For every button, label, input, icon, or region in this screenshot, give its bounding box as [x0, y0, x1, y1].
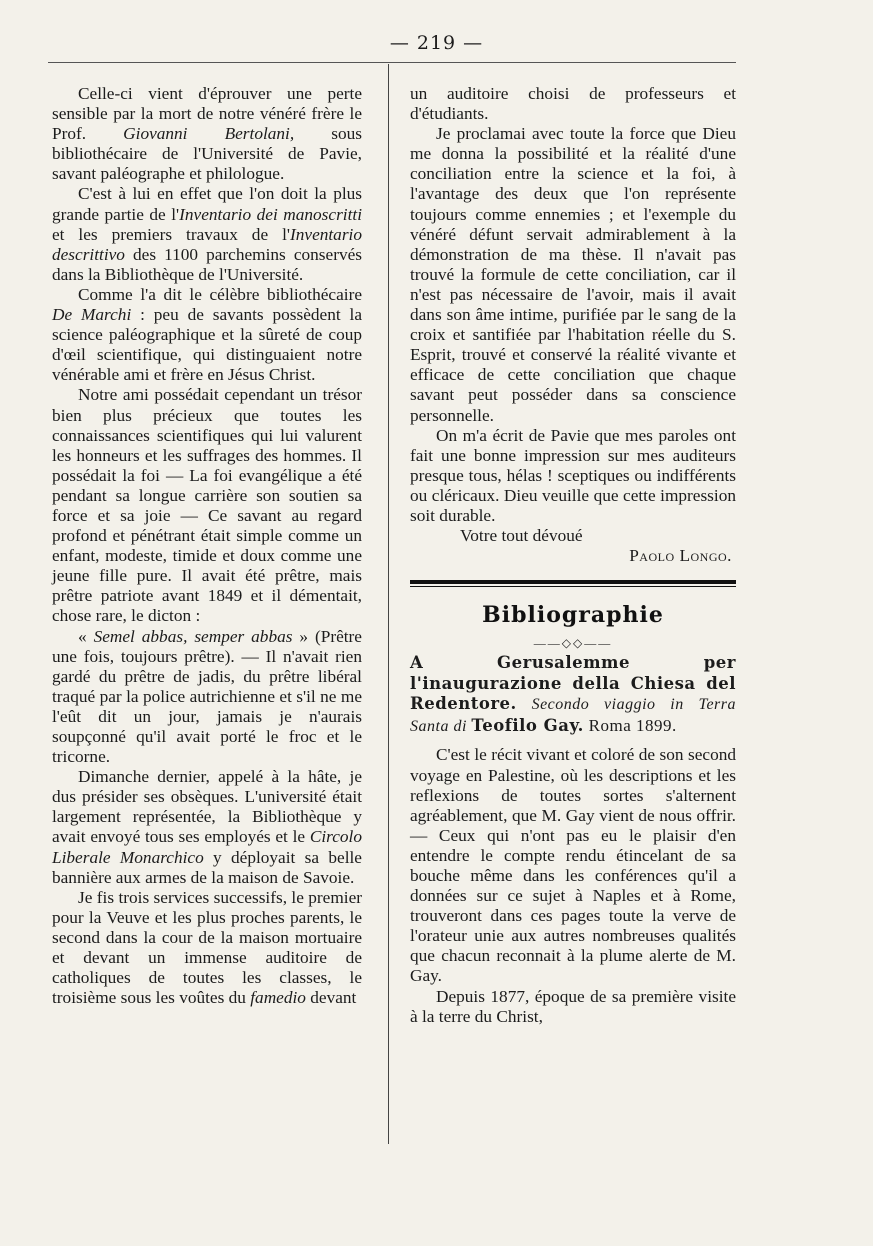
paragraph	[410, 426, 736, 526]
italic-text: Inventario dei manoscritti	[179, 204, 363, 224]
text-run: un auditoire choisi de professeurs et d'étudiants.	[410, 84, 736, 124]
letter-continuation	[410, 84, 736, 526]
text-run: sous bibliothécaire de l'Université de Pavie, savant paléographe et philologue.	[52, 124, 362, 184]
text-run: des 1100 parchemins conservés dans la Bibliothèque de l'Université.	[52, 244, 362, 284]
text-run: C'est le récit vivant et coloré de son second voyage en Palestine, où les descriptions et les reflexions de toutes sortes s'alternent agréablement, que M. Gay vient de nous offrir. — Ceux qui n'ont pas eu le plaisir d'en entendre le compte rendu étincelant de sa bouche même dans les conférences qu'il a données sur ce sujet à Naples et à Rome, trouveront dans ces pages toute la verve de l'orateur unie aux autres nombreuses qualités que chacun reconnait à la plume alerte de M. Gay.	[410, 745, 736, 986]
text-run: C'est à lui en effet que l'on doit la plus grande partie de l'	[52, 184, 362, 224]
italic-text: Giovanni Bertolani,	[123, 124, 295, 144]
paragraph	[410, 84, 736, 124]
paragraph	[52, 767, 362, 888]
closing-formula: Votre tout dévoué	[460, 526, 583, 546]
paragraph	[410, 745, 736, 986]
paragraph	[52, 285, 362, 385]
section-thin-rule	[410, 586, 736, 587]
paragraph	[52, 84, 362, 184]
text-run: Je proclamai avec toute la force que Dieu me donna la possibilité et la réalité d'une conciliation entre la science et la foi, à l'avantage des deux que l'on représente toujours comme ennemies ; et l'exemple du vénéré défunt servait admirablement à la démonstration de ma thèse. Il n'avait pas trouvé la formule de cette conciliation, car il n'est pas nécessaire de l'avoir, mais il avait dans son âme intime, purifiée par le sang de la croix et santifiée par l'habitation réelle du S. Esprit, trouvé et conservé la réalité vivante et efficace de cette conciliation que chaque savant peut posséder dans sa conscience personnelle.	[410, 124, 736, 425]
text-run: devant	[305, 988, 357, 1008]
paragraph	[410, 987, 736, 1027]
text-run: : peu de savants possèdent la science paléographique et la sûreté de coup d'œil scientifique, qui distinguaient notre vénérable ami et frère en Jésus Christ.	[52, 305, 362, 385]
text-run: Celle-ci vient d'éprouver une perte sensible par la mort de notre vénéré frère le Prof.	[52, 84, 362, 144]
paragraph	[52, 888, 362, 1009]
text-run: Dimanche dernier, appelé à la hâte, je dus présider ses obsèques. L'université était largement représentée, la Bibliothèque y avait envoyé tous ses employés et le	[52, 767, 362, 847]
column-divider	[388, 64, 389, 1144]
text-run: Depuis 1877, époque de sa première visite à la terre du Christ,	[410, 986, 736, 1026]
text-run: Comme l'a dit le célèbre bibliothécaire	[78, 284, 362, 304]
text-run: y déployait sa belle bannière aux armes de la maison de Savoie.	[52, 847, 362, 887]
text-run: On m'a écrit de Pavie que mes paroles ont fait une bonne impression sur mes auditeurs presque tous, hélas ! sceptiques ou indifférents ou cléricaux. Dieu veuille que cette impression soit durable.	[410, 425, 736, 525]
entry-place-date: Roma 1899.	[583, 715, 677, 735]
header-rule	[48, 62, 736, 63]
paragraph	[52, 627, 362, 768]
text-run: et les premiers travaux de l'	[52, 224, 290, 244]
page-number: — 219 —	[389, 32, 484, 54]
ornament: ——◇◇——	[533, 636, 613, 651]
italic-text: Circolo Liberale Monarchico	[52, 827, 362, 867]
text-run: » (Prêtre une fois, toujours prêtre). — Il n'avait rien gardé du prêtre de jadis, du prêtre libéral traqué par la police autrichienne et s'il ne me l'eût dit un jour, jamais je n'aurais soupçonné qu'il avait porté le froc et le tricorne.	[52, 626, 362, 767]
entry-author: Teofilo Gay.	[471, 715, 584, 735]
review-body	[410, 745, 736, 1026]
right-column	[410, 84, 736, 1027]
entry-subtitle: Secondo viaggio in Terra Santa di	[410, 696, 736, 735]
entry-title: A Gerusalemme per l'inaugurazione della Chiesa del Redentore.	[410, 653, 736, 714]
section-thick-rule	[410, 580, 736, 584]
italic-text: Semel abbas, semper abbas	[93, 626, 293, 646]
paragraph	[410, 124, 736, 425]
italic-text: De Marchi	[52, 305, 132, 325]
section-title: Bibliographie	[482, 602, 664, 629]
paragraph	[52, 184, 362, 284]
signature: Paolo Longo.	[629, 546, 732, 566]
text-run: «	[78, 626, 94, 646]
italic-text: Inventario descrittivo	[52, 224, 362, 264]
paragraph	[52, 385, 362, 626]
bibliography-entry-heading	[410, 653, 736, 737]
left-column	[52, 84, 362, 1008]
italic-text: famedio	[250, 988, 306, 1008]
text-run: Notre ami possédait cependant un trésor bien plus précieux que toutes les connaissances scientifiques qui lui valurent les honneurs et les suffrages des hommes. Il possédait la foi — La foi evangélique a été pendant sa longue carrière son soutien sa force et sa joie — Ce savant au regard profond et pénétrant était simple comme un enfant, modeste, timide et doux comme une jeune fille pure. Il avait été prêtre, mais prêtre patriote avant 1849 et il démentait, chose rare, le dicton :	[52, 385, 362, 626]
text-run: Je fis trois services successifs, le premier pour la Veuve et les plus proches parents, le second dans la cour de la maison mortuaire et devant un immense auditoire de catholiques de toutes les classes, le troisième sous les voûtes du	[52, 887, 362, 1008]
